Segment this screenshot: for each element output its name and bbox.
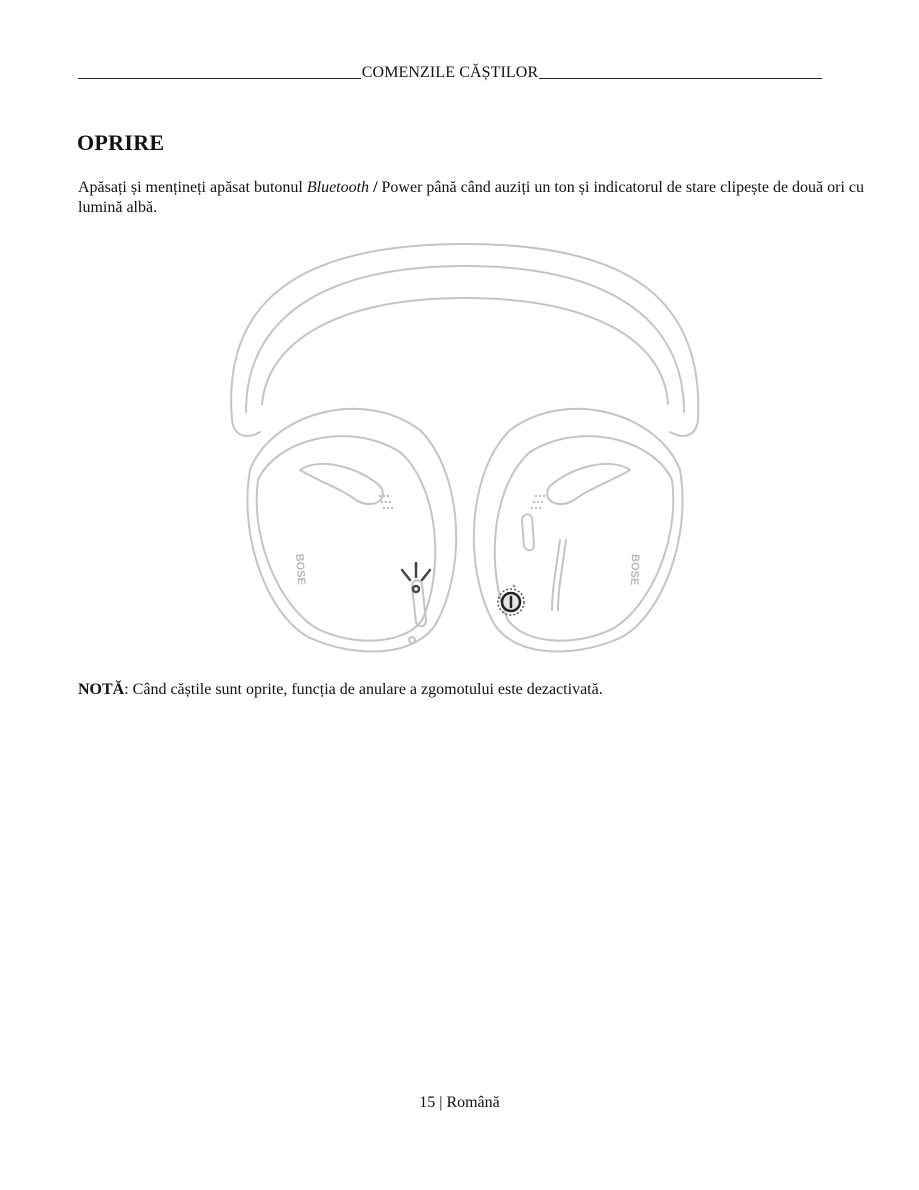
footer-language: Română (446, 1094, 500, 1111)
power-button-icon (498, 585, 524, 615)
grill-dots (379, 495, 545, 509)
left-ear-cup (247, 409, 456, 652)
right-brand-logo: BOSE (627, 553, 641, 586)
note-paragraph (78, 680, 603, 700)
note-text: : Când căștile sunt oprite, funcția de anulare a zgomotului este dezactivată. (124, 681, 603, 698)
headphones-illustration (226, 236, 704, 656)
left-brand-logo: BOSE (293, 553, 308, 586)
header-title: COMENZILE CĂȘTILOR (361, 64, 539, 81)
header-rule-right (539, 78, 822, 79)
status-light-icon (402, 563, 430, 592)
instruction-paragraph (78, 178, 868, 218)
page-number: 15 (419, 1094, 436, 1111)
bluetooth-term: Bluetooth (306, 179, 370, 196)
right-ear-cup (474, 409, 683, 652)
section-title: OPRIRE (77, 130, 165, 155)
footer-separator: | (439, 1094, 443, 1111)
headband (231, 244, 698, 436)
slash-separator: / (369, 179, 382, 196)
note-label: NOTĂ (78, 681, 125, 698)
page-footer (0, 1094, 919, 1112)
page-header (78, 64, 822, 82)
instruction-text-end: Power până când auziți un ton și indicatorul de stare clipește de două ori cu lumină albă. (78, 179, 865, 216)
instruction-text-start: Apăsați și mențineți apăsat butonul (78, 179, 307, 196)
header-rule-left (78, 78, 361, 79)
